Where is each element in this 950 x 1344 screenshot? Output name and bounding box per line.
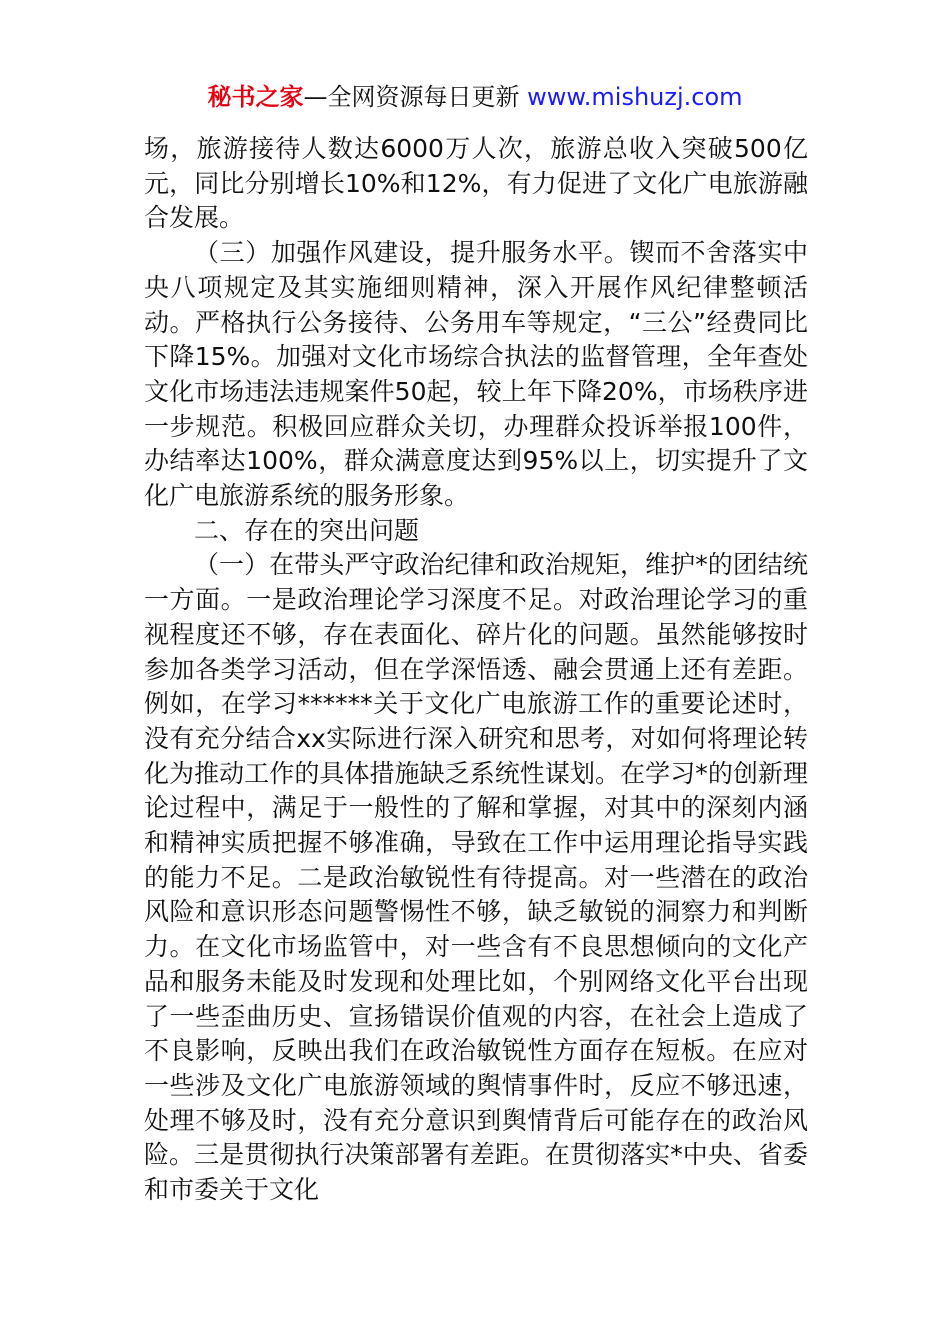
section-heading: 二、存在的突出问题 [194, 515, 420, 545]
document-body [144, 132, 808, 1208]
paragraph-problems-one: （一）在带头严守政治纪律和政治规矩，维护*的团结统一方面。一是政治理论学习深度不足。对政治理论学习的重视程度还不够，存在表面化、碎片化的问题。虽然能够按时参加各类学习活动，但在学深悟透、融会贯通上还有差距。例如，在学习******关于文化广电旅游工作的重要论述时，没有充分结合xx实际进行深入研究和思考，对如何将理论转化为推动工作的具体措施缺乏系统性谋划。在学习*的创新理论过程中，满足于一般性的了解和掌握，对其中的深刻内涵和精神实质把握不够准确，导致在工作中运用理论指导实践的能力不足。二是政治敏锐性有待提高。对一些潜在的政治风险和意识形态问题警惕性不够，缺乏敏锐的洞察力和判断力。在文化市场监管中，对一些含有不良思想倾向的文化产品和服务未能及时发现和处理比如，个别网络文化平台出现了一些歪曲历史、宣扬错误价值观的内容，在社会上造成了不良影响，反映出我们在政治敏锐性方面存在短板。在应对一些涉及文化广电旅游领域的舆情事件时，反应不够迅速，处理不够及时，没有充分意识到舆情背后可能存在的政治风险。三是贯彻执行决策部署有差距。在贯彻落实*中央、省委和市委关于文化 [144, 550, 808, 1205]
page-header [0, 80, 950, 114]
site-url-link[interactable]: www.mishuzj.com [527, 83, 743, 111]
paragraph-continuation: 场，旅游接待人数达6000万人次，旅游总收入突破500亿元，同比分别增长10%和12%，有力促进了文化广电旅游融合发展。 [144, 134, 808, 233]
header-tagline: —全网资源每日更新 [303, 83, 520, 111]
paragraph-section-three: （三）加强作风建设，提升服务水平。锲而不舍落实中央八项规定及其实施细则精神，深入开展作风纪律整顿活动。严格执行公务接待、公务用车等规定，“三公”经费同比下降15%。加强对文化市场综合执法的监督管理，全年查处文化市场违法违规案件50起，较上年下降20%，市场秩序进一步规范。积极回应群众关切，办理群众投诉举报100件，办结率达100%，群众满意度达到95%以上，切实提升了文化广电旅游系统的服务形象。 [144, 238, 808, 511]
brand-name: 秘书之家 [207, 83, 304, 111]
